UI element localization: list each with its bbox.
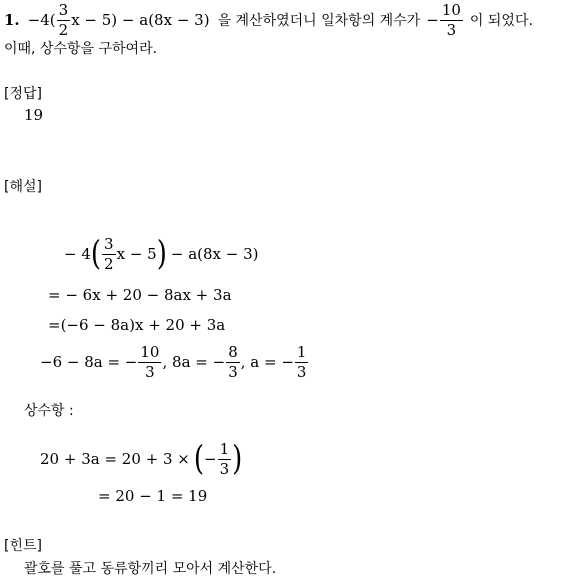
fraction-1-3 [218, 439, 232, 478]
fraction-numerator: 3 [58, 0, 69, 19]
problem-neg-sign: − [426, 11, 439, 29]
fraction-10-3 [138, 342, 161, 381]
answer-heading: [정답] [4, 86, 42, 102]
fraction-numerator: 3 [104, 234, 114, 253]
eq-part-a: 20 + 3a = 20 + 3 × [40, 450, 190, 468]
explanation-line-1 [64, 232, 259, 276]
hint-heading: [힌트] [4, 538, 42, 554]
problem-text-1: 을 계산하였더니 일차항의 계수가 [217, 13, 421, 29]
fraction-numerator: 10 [140, 342, 160, 361]
answer-value: 19 [24, 106, 44, 124]
problem-text-2: 이 되었다. [469, 13, 533, 29]
fraction-numerator: 8 [228, 342, 238, 361]
problem-number: 1. [4, 11, 20, 29]
expr-suffix: − a(8x − 3) [170, 245, 259, 263]
fraction-denominator: 3 [446, 20, 457, 39]
explanation-line-6: = 20 − 1 = 19 [98, 487, 208, 505]
fraction-1-3 [295, 342, 309, 381]
eq-part-a: −6 − 8a = − [40, 353, 138, 371]
explanation-heading: [해설] [4, 179, 42, 195]
problem-fraction-3-2 [57, 0, 71, 39]
eq-part-c: , a = − [240, 353, 294, 371]
fraction-8-3 [226, 342, 240, 381]
problem-expr-prefix: −4( [27, 11, 56, 29]
fraction-denominator: 3 [296, 362, 307, 381]
explanation-line-2: = − 6x + 20 − 8ax + 3a [48, 286, 232, 304]
explanation-line-5 [40, 437, 242, 481]
hint-text: 괄호를 풀고 동류항끼리 모아서 계산한다. [24, 561, 277, 577]
neg-sign: − [204, 450, 217, 468]
fraction-denominator: 2 [58, 20, 69, 39]
problem-line-2: 이때, 상수항을 구하여라. [4, 41, 158, 57]
problem-line-1 [4, 0, 533, 40]
right-paren: ) [232, 439, 243, 479]
fraction-denominator: 3 [145, 362, 155, 381]
problem-expr-mid: x − 5) − a(8x − 3) [71, 11, 210, 29]
fraction-denominator: 3 [228, 362, 238, 381]
fraction-numerator: 1 [219, 439, 230, 458]
constant-term-label: 상수항 : [24, 403, 74, 419]
fraction-3-2 [102, 234, 116, 273]
right-paren: ) [156, 234, 167, 274]
fraction-denominator: 3 [219, 459, 230, 478]
problem-fraction-10-3 [440, 0, 463, 39]
expr-prefix: − 4 [64, 245, 91, 263]
left-paren: ( [193, 439, 205, 479]
eq-part-b: , 8a = − [162, 353, 226, 371]
expr-mid: x − 5 [116, 245, 157, 263]
fraction-denominator: 2 [104, 254, 114, 273]
fraction-numerator: 1 [296, 342, 307, 361]
explanation-line-3: =(−6 − 8a)x + 20 + 3a [48, 316, 226, 334]
explanation-line-4 [40, 342, 309, 382]
fraction-numerator: 10 [441, 0, 461, 19]
left-paren: ( [90, 234, 102, 274]
